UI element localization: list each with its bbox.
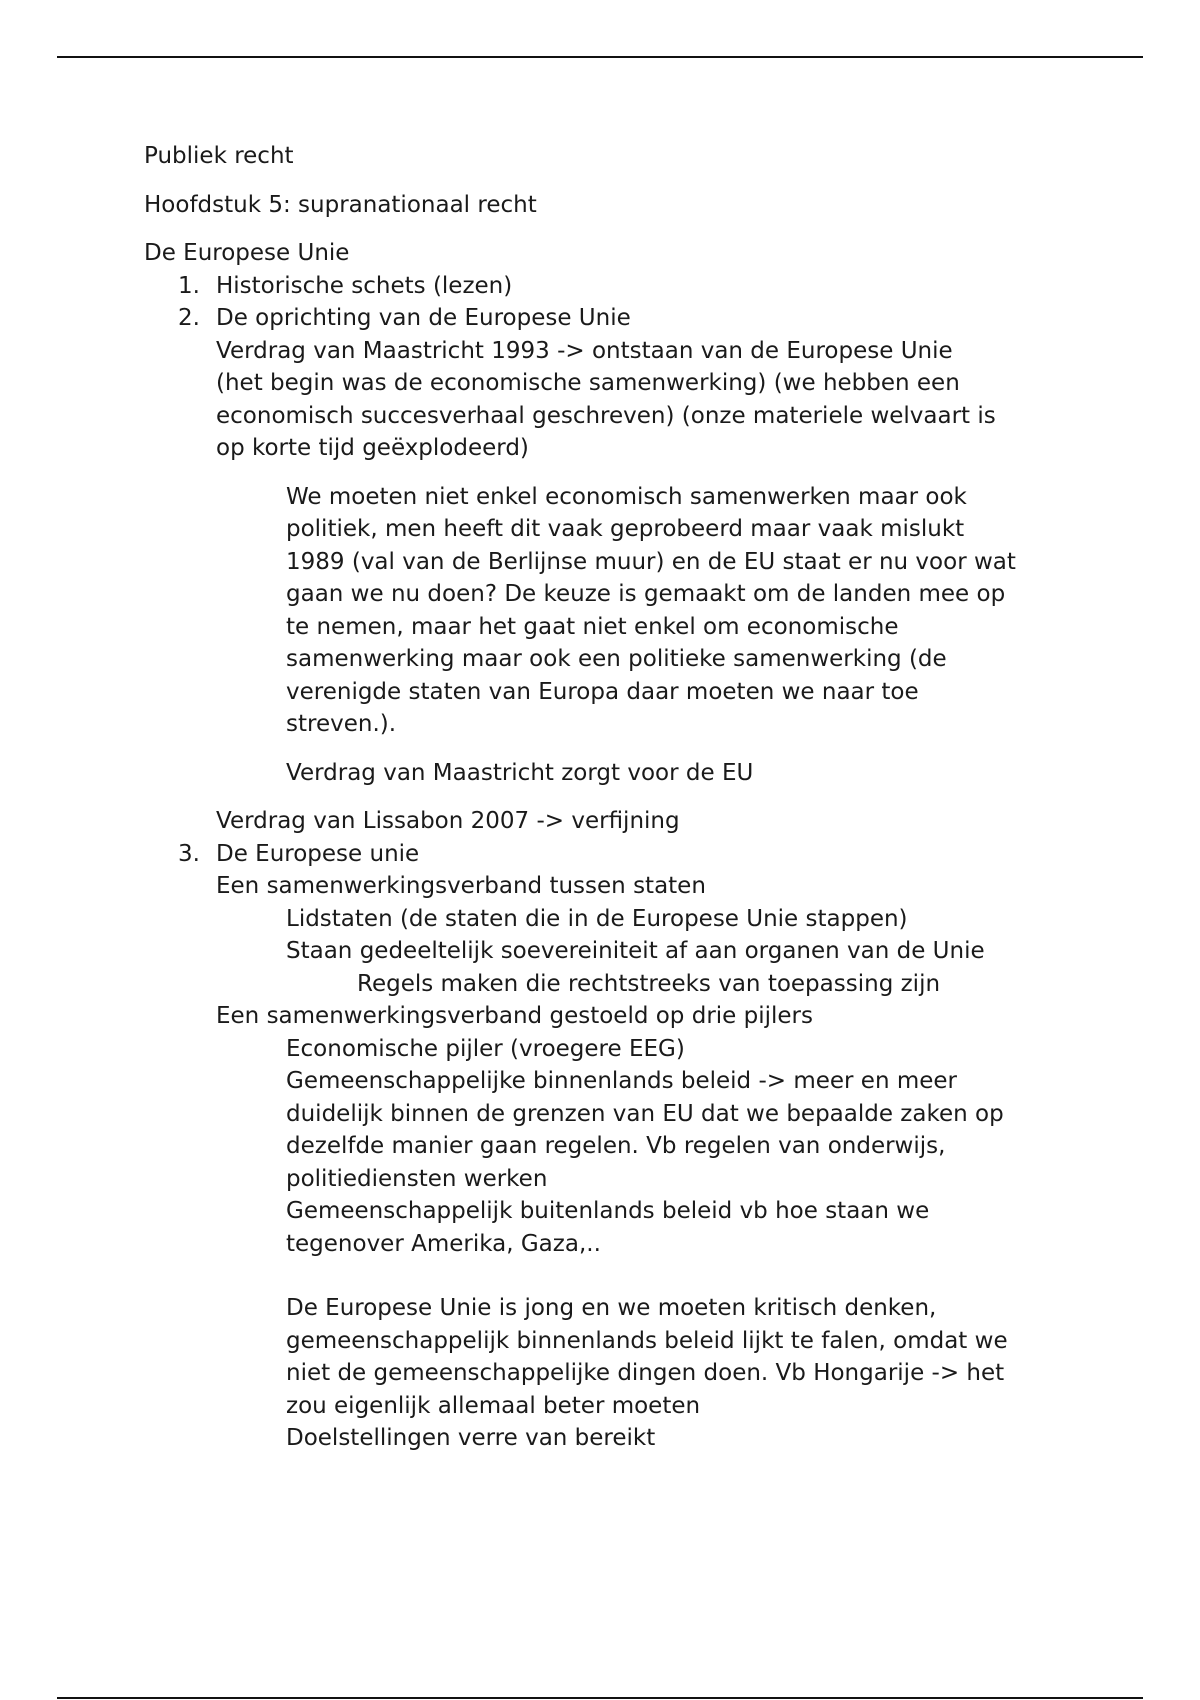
list-item-1 xyxy=(0,270,1200,303)
indented-note: Verdrag van Maastricht zorgt voor de EU xyxy=(286,759,754,786)
sub-line: Economische pijler (vroegere EEG) xyxy=(286,1035,685,1062)
body-line: Verdrag van Maastricht 1993 -> ontstaan van de Europese Unie xyxy=(216,337,953,364)
body-line: op korte tijd geëxplodeerd) xyxy=(216,435,529,461)
sub-line: politiediensten werken xyxy=(286,1165,548,1192)
sub-sub-line: Regels maken die rechtstreeks van toepassing zijn xyxy=(357,970,941,997)
sub-line: Lidstaten (de staten die in de Europese Unie stappen) xyxy=(286,905,908,932)
sub-line: Staan gedeeltelijk soevereiniteit af aan organen van de Unie xyxy=(286,938,985,964)
sub-line: tegenover Amerika, Gaza,.. xyxy=(286,1230,601,1257)
list-item-3 xyxy=(0,838,1200,871)
closing-paragraph xyxy=(0,1292,1200,1455)
paragraph-line: niet de gemeenschappelijke dingen doen. Vb Hongarije -> het xyxy=(286,1360,1005,1386)
paragraph-line: samenwerking maar ook een politieke samenwerking (de xyxy=(286,646,947,672)
body-line: (het begin was de economische samenwerking) (we hebben een xyxy=(216,370,960,396)
header-rule xyxy=(57,56,1143,58)
sub-line: duidelijk binnen de grenzen van EU dat we bepaalde zaken op xyxy=(286,1100,1004,1127)
list-number: 1. xyxy=(178,272,200,299)
list-heading: De oprichting van de Europese Unie xyxy=(216,305,631,331)
paragraph-line: gaan we nu doen? De keuze is gemaakt om de landen mee op xyxy=(286,581,1006,607)
paragraph-line: te nemen, maar het gaat niet enkel om economische xyxy=(286,613,899,640)
paragraph-line: politiek, men heeft dit vaak geprobeerd maar vaak mislukt xyxy=(286,516,965,542)
list-item-2 xyxy=(0,302,1200,335)
sub-line: Gemeenschappelijke binnenlands beleid -> meer en meer xyxy=(286,1068,958,1094)
document-title: Publiek recht xyxy=(144,143,294,169)
paragraph-line: streven.). xyxy=(286,711,397,737)
body-line: Een samenwerkingsverband tussen staten xyxy=(216,873,706,899)
body-line: Een samenwerkingsverband gestoeld op drie pijlers xyxy=(216,1003,813,1029)
paragraph-line: Doelstellingen verre van bereikt xyxy=(286,1425,656,1451)
section-heading: De Europese Unie xyxy=(144,240,350,266)
sub-line: dezelfde manier gaan regelen. Vb regelen van onderwijs, xyxy=(286,1133,946,1159)
list-heading: Historische schets (lezen) xyxy=(216,272,513,299)
document-page xyxy=(0,140,1200,1455)
paragraph-line: gemeenschappelijk binnenlands beleid lijkt te falen, omdat we xyxy=(286,1327,1008,1354)
list-number: 2. xyxy=(178,305,200,331)
list-number: 3. xyxy=(178,840,200,867)
paragraph-line: zou eigenlijk allemaal beter moeten xyxy=(286,1392,701,1419)
paragraph-line: verenigde staten van Europa daar moeten we naar toe xyxy=(286,678,919,705)
body-line: economisch succesverhaal geschreven) (onze materiele welvaart is xyxy=(216,402,996,429)
closing-line: Verdrag van Lissabon 2007 -> verfijning xyxy=(216,808,680,834)
paragraph-line: We moeten niet enkel economisch samenwerken maar ook xyxy=(286,483,967,510)
indented-paragraph xyxy=(0,481,1200,741)
list-heading: De Europese unie xyxy=(216,840,420,867)
footer-rule xyxy=(57,1697,1143,1699)
chapter-heading: Hoofdstuk 5: supranationaal recht xyxy=(144,191,537,218)
sub-line: Gemeenschappelijk buitenlands beleid vb hoe staan we xyxy=(286,1198,930,1224)
paragraph-line: 1989 (val van de Berlijnse muur) en de EU staat er nu voor wat xyxy=(286,548,1016,575)
paragraph-line: De Europese Unie is jong en we moeten kritisch denken, xyxy=(286,1295,937,1321)
